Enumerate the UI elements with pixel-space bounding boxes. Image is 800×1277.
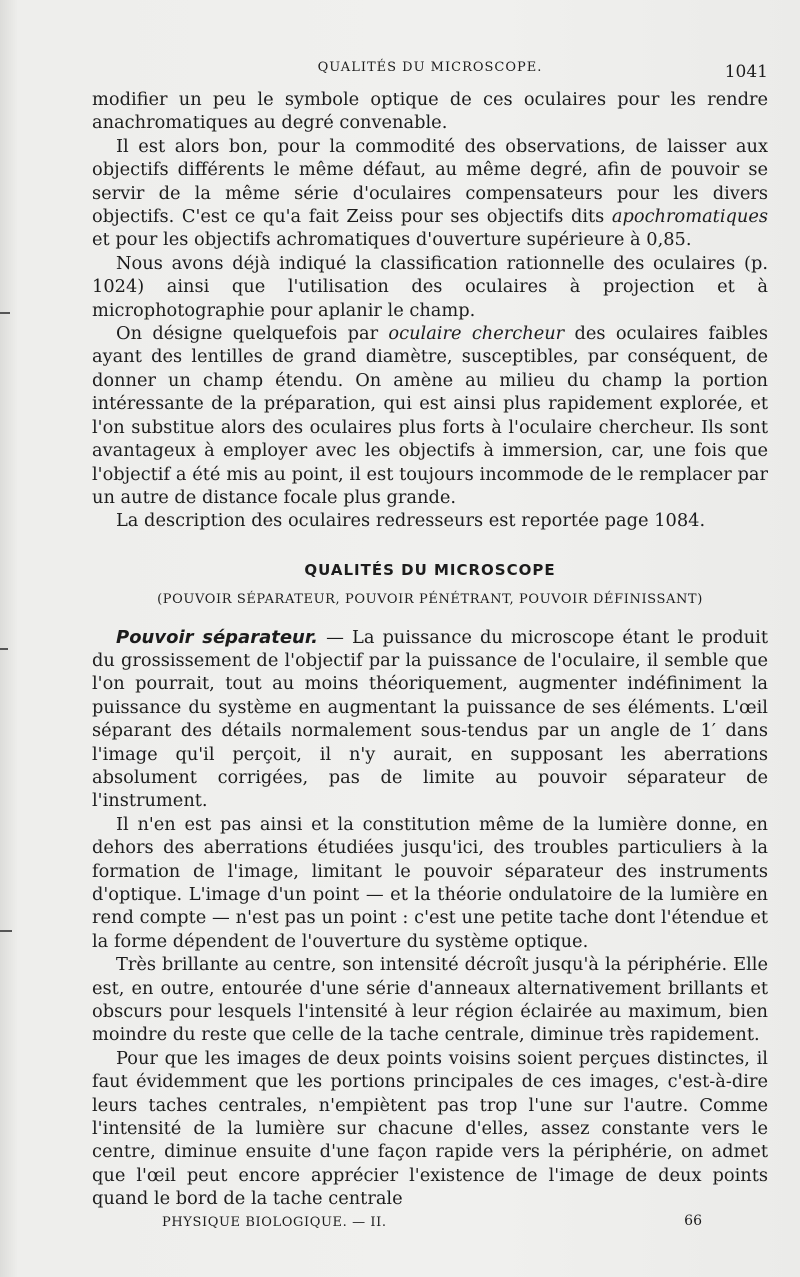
page-header bbox=[92, 58, 768, 82]
text-run: Il est alors bon, pour la commodité des observations, de laisser aux objectifs différents le même défaut, au même degré, afin de pouvoir se servir de la même série d'oculaires compensateurs pour les divers objectifs. C'est ce qu'a fait Zeiss pour ses objectifs dits bbox=[92, 135, 768, 228]
text-run: Pour que les images de deux points voisins soient perçues distinctes, il faut évidemment que les portions principales de ces images, c'est-à-dire leurs taches centrales, n'empiètent pas trop l'une sur l'autre. Comme l'intensité de la lumière sur chacune d'elles, assez constante vers le centre, diminue ensuite d'une façon rapide vers la périphérie, on admet que l'œil peut encore apprécier l'existence de l'image de deux points quand le bord de la tache centrale bbox=[92, 1047, 768, 1210]
binding-edge-mark bbox=[0, 930, 12, 932]
text-run: et pour les objectifs achromatiques d'ouverture supérieure à 0,85. bbox=[92, 229, 692, 251]
paragraph bbox=[92, 322, 768, 509]
paragraph bbox=[92, 1047, 768, 1211]
binding-edge-mark bbox=[0, 648, 8, 650]
italic-term: oculaire chercheur bbox=[388, 323, 565, 345]
book-title: PHYSIQUE BIOLOGIQUE. — II. bbox=[162, 1215, 387, 1230]
section-heading: QUALITÉS DU MICROSCOPE bbox=[304, 560, 556, 579]
text-run: — La puissance du microscope étant le produit du grossissement de l'objectif par la puissance de l'oculaire, il semble que l'on pourrait, tout au moins théoriquement, augmenter indéfiniment la puissance du système en augmentant la puissance de ses éléments. L'œil séparant des détails normalement sous-tendus par un angle de 1′ dans l'image qu'il perçoit, il n'y aurait, en supposant les aberrations absolument corrigées, pas de limite au pouvoir séparateur de l'instrument. bbox=[92, 626, 768, 812]
paragraph bbox=[92, 813, 768, 953]
paragraph bbox=[92, 509, 768, 532]
paragraph bbox=[92, 953, 768, 1047]
signature-mark: 66 bbox=[684, 1213, 702, 1229]
running-title: QUALITÉS DU MICROSCOPE. bbox=[317, 60, 543, 75]
page-footer bbox=[162, 1213, 702, 1233]
section-subheading: (POUVOIR SÉPARATEUR, POUVOIR PÉNÉTRANT, POUVOIR DÉFINISSANT) bbox=[157, 592, 703, 608]
text-run: La description des oculaires redresseurs est reportée page 1084. bbox=[116, 510, 706, 532]
paragraph bbox=[92, 135, 768, 252]
text-run: des oculaires faibles ayant des lentilles de grand diamètre, susceptibles, par conséquent, de donner un champ étendu. On amène au milieu du champ la portion intéressante de la préparation, qui est ainsi plus rapidement explorée, et l'on substitue alors des oculaires plus forts à l'oculaire chercheur. Ils sont avantageux à employer avec les objectifs à immersion, car, une fois que l'objectif a été mis au point, il est toujours incommode de le remplacer par un autre de distance focale plus grande. bbox=[92, 323, 769, 508]
run-in-heading: Pouvoir séparateur. bbox=[116, 626, 318, 648]
paragraph bbox=[92, 88, 768, 135]
text-run: Il n'en est pas ainsi et la constitution même de la lumière donne, en dehors des aberrations étudiées jusqu'ici, des troubles particuliers à la formation de l'image, limitant le pouvoir séparateur des instruments d'optique. L'image d'un point — et la théorie ondulatoire de la lumière en rend compte — n'est pas un point : c'est une petite tache dont l'étendue et la forme dépendent de l'ouverture du système optique. bbox=[92, 813, 768, 952]
text-run: modifier un peu le symbole optique de ces oculaires pour les rendre anachromatiques au degré convenable. bbox=[92, 89, 768, 134]
text-run: Nous avons déjà indiqué la classification rationnelle des oculaires (p. 1024) ainsi que l'utilisation des oculaires à projection et à microphotographie pour aplanir le champ. bbox=[92, 252, 768, 321]
text-run: On désigne quelquefois par bbox=[116, 323, 389, 345]
main-text bbox=[92, 88, 768, 1211]
italic-term: apochromatiques bbox=[611, 206, 768, 228]
paragraph bbox=[92, 252, 768, 322]
paragraphs-before-section bbox=[92, 88, 768, 533]
text-run: Très brillante au centre, son intensité décroît jusqu'à la périphérie. Elle est, en outre, entourée d'une série d'anneaux alternativement brillants et obscurs pour lesquels l'intensité à leur région éclairée au maximum, bien moindre du reste que celle de la tache centrale, diminue très rapidement. bbox=[92, 954, 768, 1046]
binding-edge-mark bbox=[0, 312, 10, 314]
paragraph bbox=[92, 626, 768, 813]
page-number: 1041 bbox=[724, 62, 768, 82]
section-paragraphs bbox=[92, 626, 768, 1211]
